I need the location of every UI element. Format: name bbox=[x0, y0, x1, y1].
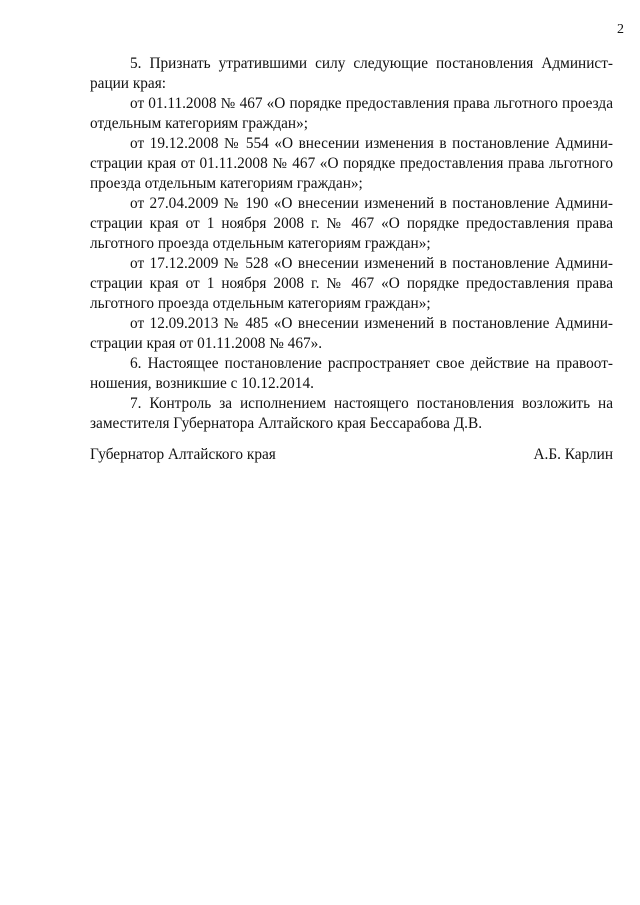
paragraph-repeal-clause: 5. Признать утратившими силу следующие постановления Администрации края: bbox=[90, 55, 613, 92]
page-number: 2 bbox=[617, 22, 624, 37]
paragraph-repealed-act-5: от 12.09.2013 № 485 «О внесении изменений в постановление Администрации края от 01.11.2008 № 467». bbox=[90, 315, 613, 352]
paragraph-repealed-act-1: от 01.11.2008 № 467 «О порядке предоставления права льготного проезда отдельным категориям граждан»; bbox=[90, 95, 613, 132]
signature-block bbox=[90, 445, 613, 465]
paragraph-control-clause: 7. Контроль за исполнением настоящего постановления возложить на заместителя Губернатора Алтайского края Бессарабова Д.В. bbox=[90, 395, 613, 432]
signatory-name: А.Б. Карлин bbox=[533, 446, 613, 463]
document-body bbox=[90, 54, 613, 434]
paragraph-effective-date: 6. Настоящее постановление распространяет свое действие на правоотношения, возникшие с 10.12.2014. bbox=[90, 355, 613, 392]
paragraph-repealed-act-2: от 19.12.2008 № 554 «О внесении изменения в постановление Администрации края от 01.11.2008 № 467 «О порядке предоставления права льготного проезда отдельным категориям граждан»; bbox=[90, 135, 613, 192]
paragraph-repealed-act-4: от 17.12.2009 № 528 «О внесении изменений в постановление Администрации края от 1 ноября 2008 г. № 467 «О порядке предоставления права льготного проезда отдельным категориям граждан»; bbox=[90, 255, 613, 312]
signatory-position: Губернатор Алтайского края bbox=[90, 446, 276, 463]
paragraph-repealed-act-3: от 27.04.2009 № 190 «О внесении изменений в постановление Администрации края от 1 ноября 2008 г. № 467 «О порядке предоставления права льготного проезда отдельным категориям граждан»; bbox=[90, 195, 613, 252]
